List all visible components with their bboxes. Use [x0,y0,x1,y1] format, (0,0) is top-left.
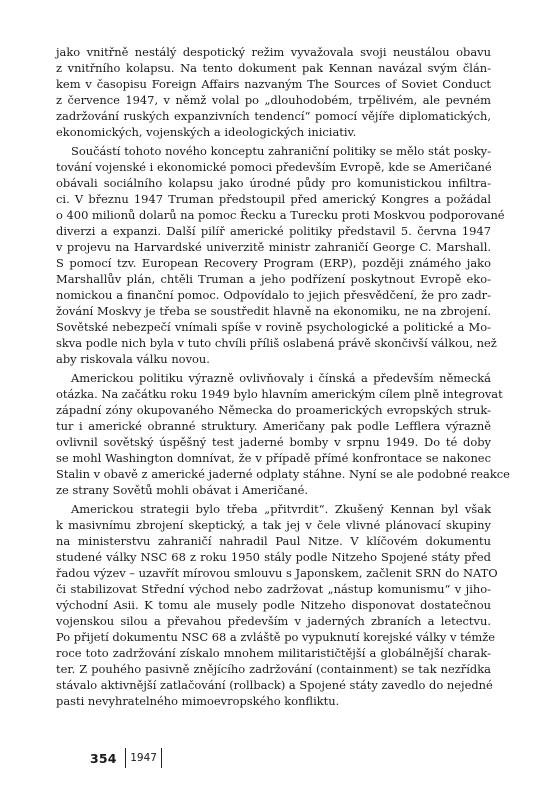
divider [125,748,127,768]
text-line: skva podle nich byla v tuto chvíli příliš oslabená právě skončivší válkou, než [56,336,497,350]
text-line: Stalin v obavě z americké jaderné odplaty stáhne. Nyní se ale podobné reakce [56,467,510,481]
text-line: žování Moskvy je třeba se soustředit hlavně na ekonomiku, ne na zbrojení. [56,304,491,318]
text-line: jako vnitřně nestálý despotický režim vyvažovala svoji neustálou obavu [56,45,491,59]
text-line: o 400 milionů dolarů na pomoc Řecku a Turecku proti Moskvou podporované [56,208,505,222]
text-line: z vnitřního kolapsu. Na tento dokument pak Kennan navázal svým člán- [56,61,491,75]
text-line: otázka. Na začátku roku 1949 bylo hlavním americkým cílem plně integrovat [56,387,503,401]
text-line: aby riskovala válku novou. [56,352,210,366]
page-footer [90,747,162,769]
paragraph-4 [56,501,498,709]
text-line: ci. V březnu 1947 Truman předstoupil před americký Kongres a požádal [56,192,491,206]
text-line: západní zóny okupovaného Německa do proamerických evropských struk- [56,403,491,417]
text-line: ze strany Sovětů mohli obávat i Američané. [56,483,309,497]
text-line: S pomocí tzv. European Recovery Program (ERP), později známého jako [56,256,491,270]
text-line: Americkou strategii bylo třeba „přitvrdit“. Zkušený Kennan byl však [71,502,491,516]
text-line: nomickou a finanční pomoc. Odpovídalo to jejich přesvědčení, že pro zadr- [56,288,491,302]
text-line: se mohl Washington domnívat, že v případě přímé konfrontace se nakonec [56,451,491,465]
text-line: řadou výzev – uzavřít mírovou smlouvu s Japonskem, začlenit SRN do NATO [56,566,498,580]
text-line: stávalo aktivnější zatlačování (rollback) a Spojené státy zavedlo do nejedné [56,678,493,692]
text-line: Sovětské nebezpečí vnímali spíše v rovině psychologické a politické a Mo- [56,320,491,334]
text-line: Po přijetí dokumentu NSC 68 a zvláště po vypuknutí korejské války v témže [56,630,496,644]
text-line: zadržování ruských expanzivních tendencí“ pomocí vějíře diplomatických, [56,109,491,123]
page-body [56,44,510,712]
text-line: východní Asii. K tomu ale musely podle Nitzeho disponovat dostatečnou [56,598,491,612]
text-line: roce toto zadržování získalo mnohem militarističtější a globálnější charak- [56,646,491,660]
text-line: pasti nevyhratelného mimoevropského konfliktu. [56,694,340,708]
text-line: Americkou politiku výrazně ovlivňovaly i čínská a především německá [71,371,491,385]
text-line: studené války NSC 68 z roku 1950 stály podle Nitzeho Spojené státy před [56,550,491,564]
chapter-label: 1947 [130,752,157,764]
text-line: či stabilizovat Střední východ nebo zadržovat „nástup komunismu“ v jiho- [56,582,491,596]
page-number: 354 [90,750,117,766]
text-line: ovlivnil sovětský úspěšný test jaderné bomby v srpnu 1949. Do té doby [56,435,491,449]
text-line: v projevu na Harvardské univerzitě ministr zahraničí George C. Marshall. [56,240,491,254]
paragraph-1 [56,44,491,140]
text-line: obávali sociálního kolapsu jako úrodné půdy pro komunistickou infiltra- [56,176,491,190]
divider [161,748,163,768]
text-line: ter. Z pouhého pasivně znějícího zadržování (containment) se tak nezřídka [56,662,491,676]
paragraph-3 [56,370,510,498]
text-line: Součástí tohoto nového konceptu zahraniční politiky se mělo stát posky- [71,144,491,158]
text-line: na ministerstvu zahraničí nahradil Paul Nitze. V klíčovém dokumentu [56,534,491,548]
text-line: z července 1947, v němž volal po „dlouhodobém, trpělivém, ale pevném [56,93,491,107]
text-line: tování vojenské i ekonomické pomoci především Evropě, kde se Američané [56,160,492,174]
text-line: kem v časopisu Foreign Affairs nazvaným The Sources of Soviet Conduct [56,77,491,91]
text-line: k masivnímu zbrojení skeptický, a tak jej v čele vlivné plánovací skupiny [56,518,491,532]
text-line: tur i americké obranné struktury. Američany pak podle Lefflera výrazně [56,419,491,433]
paragraph-2 [56,143,505,367]
text-line: vojenskou silou a převahou především v jaderných zbraních a letectvu. [56,614,491,628]
text-line: diverzi a expanzi. Další pilíř americké politiky představil 5. června 1947 [56,224,491,238]
text-line: Marshallův plán, chtěli Truman a jeho podřízení poskytnout Evropě eko- [56,272,491,286]
text-line: ekonomických, vojenských a ideologických iniciativ. [56,125,357,139]
